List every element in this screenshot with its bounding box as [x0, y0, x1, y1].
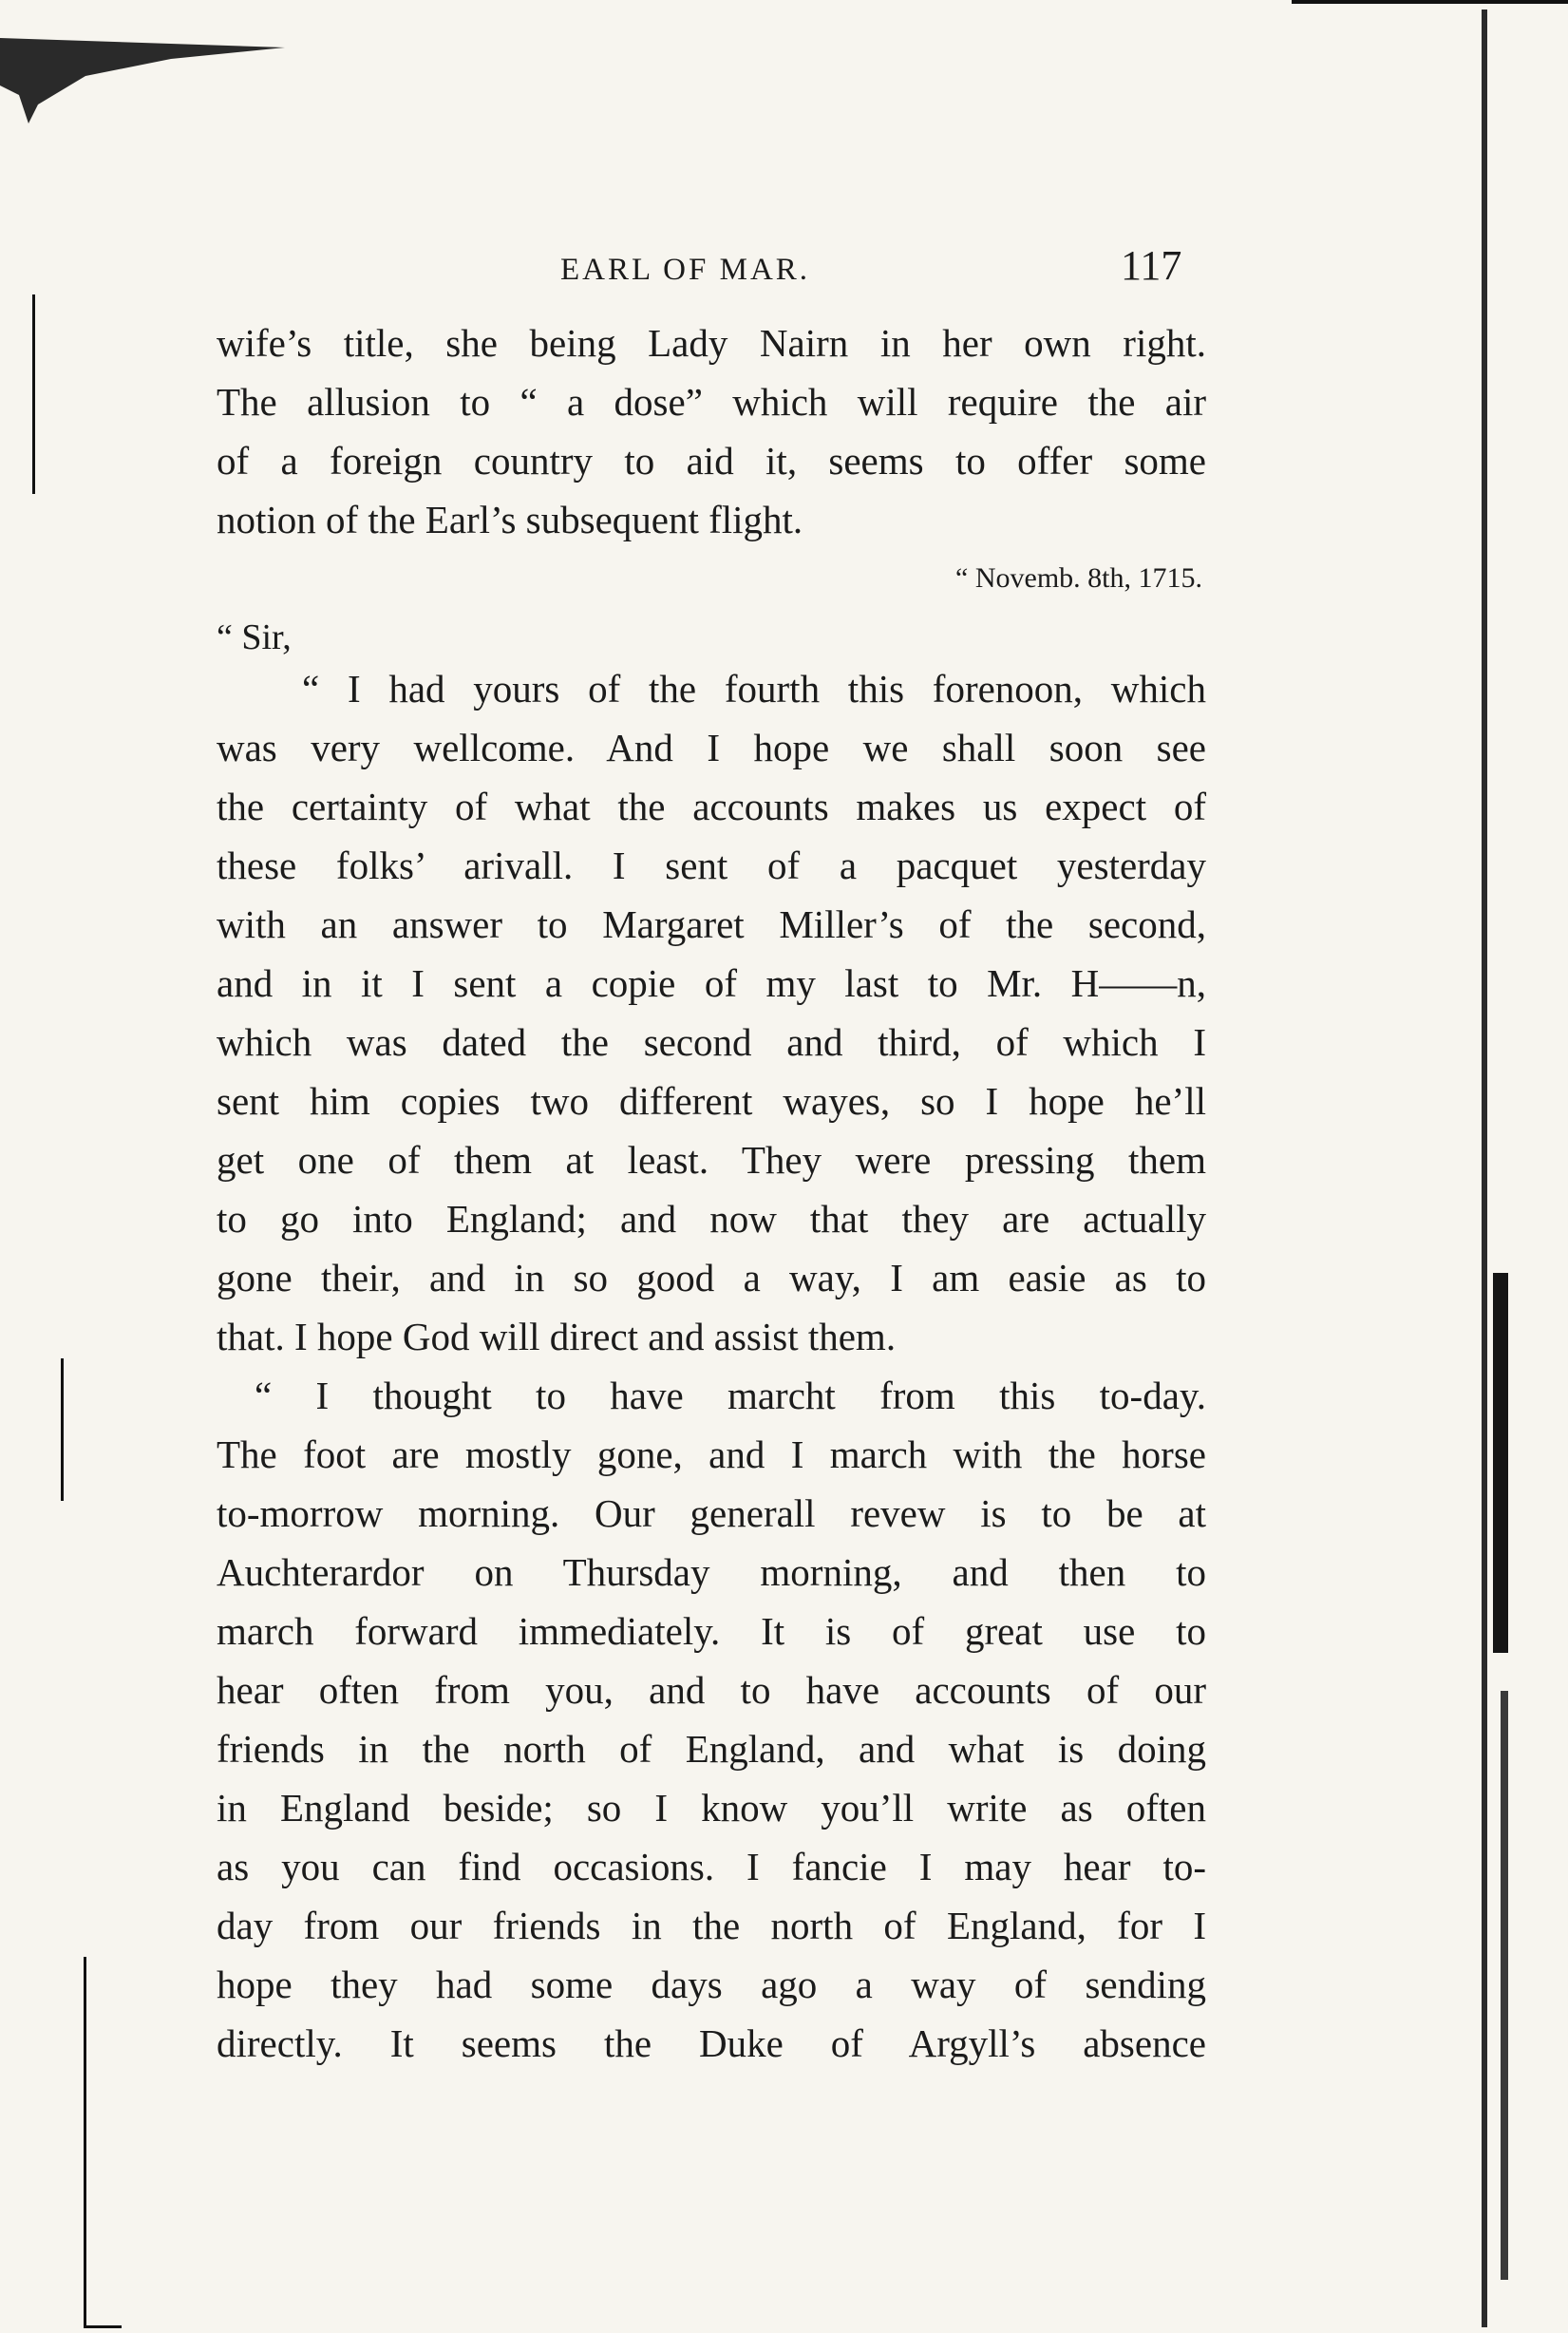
page-edge-line-right	[1482, 9, 1487, 2327]
text-line: “ I thought to have marcht from this to-day.	[255, 1374, 1206, 1417]
text-line: day from our friends in the north of England, for I	[217, 1904, 1206, 1947]
torn-corner-mark	[0, 38, 304, 123]
text-line: sent him copies two different wayes, so I hope he’ll	[217, 1079, 1206, 1123]
margin-mark-left-foot	[84, 2325, 122, 2328]
margin-mark-left-2	[61, 1358, 64, 1501]
text-line: in England beside; so I know you’ll write as often	[217, 1786, 1206, 1830]
text-line: notion of the Earl’s subsequent flight.	[217, 498, 803, 541]
letter-salutation: “ Sir,	[217, 617, 292, 657]
text-line: as you can find occasions. I fancie I may hear to-	[217, 1845, 1206, 1888]
text-line: with an answer to Margaret Miller’s of the second,	[217, 902, 1206, 946]
text-line: that. I hope God will direct and assist them.	[217, 1315, 897, 1358]
binding-shadow-right	[1493, 1273, 1508, 1653]
text-line: these folks’ arivall. I sent of a pacquet yesterday	[217, 844, 1206, 887]
text-line: of a foreign country to aid it, seems to offer some	[217, 439, 1206, 483]
text-line: hope they had some days ago a way of sending	[217, 1963, 1206, 2006]
text-line: and in it I sent a copie of my last to Mr. H——n,	[217, 961, 1206, 1005]
text-line: to-morrow morning. Our generall revew is to be at	[217, 1491, 1206, 1535]
text-line: friends in the north of England, and what is doing	[217, 1727, 1206, 1771]
text-line: which was dated the second and third, of which I	[217, 1020, 1206, 1064]
text-line: The allusion to “ a dose” which will require the air	[217, 380, 1206, 424]
text-line: wife’s title, she being Lady Nairn in her own right.	[217, 321, 1206, 365]
text-line: the certainty of what the accounts makes us expect of	[217, 785, 1206, 828]
text-line: gone their, and in so good a way, I am easie as to	[217, 1256, 1206, 1299]
text-line: hear often from you, and to have accounts of our	[217, 1668, 1206, 1712]
text-line: directly. It seems the Duke of Argyll’s absence	[217, 2021, 1206, 2065]
text-line: The foot are mostly gone, and I march with the horse	[217, 1432, 1206, 1476]
running-head	[0, 241, 1568, 298]
margin-mark-left-3	[84, 1957, 86, 2327]
text-line: get one of them at least. They were pressing them	[217, 1138, 1206, 1182]
page-body	[217, 313, 1206, 2073]
text-line: march forward immediately. It is of great use to	[217, 1609, 1206, 1653]
text-line: was very wellcome. And I hope we shall soon see	[217, 726, 1206, 769]
text-line: Auchterardor on Thursday morning, and then to	[217, 1550, 1206, 1594]
text-line: to go into England; and now that they are actually	[217, 1197, 1206, 1241]
page-number: 117	[1121, 242, 1182, 289]
text-line: “ I had yours of the fourth this forenoon, which	[302, 667, 1206, 711]
letter-date: “ Novemb. 8th, 1715.	[955, 562, 1202, 594]
binding-shadow-right-lower	[1501, 1691, 1508, 2280]
running-head-title: EARL OF MAR.	[560, 253, 811, 287]
page-edge-line-top	[1292, 0, 1568, 4]
margin-mark-left-1	[32, 294, 35, 494]
